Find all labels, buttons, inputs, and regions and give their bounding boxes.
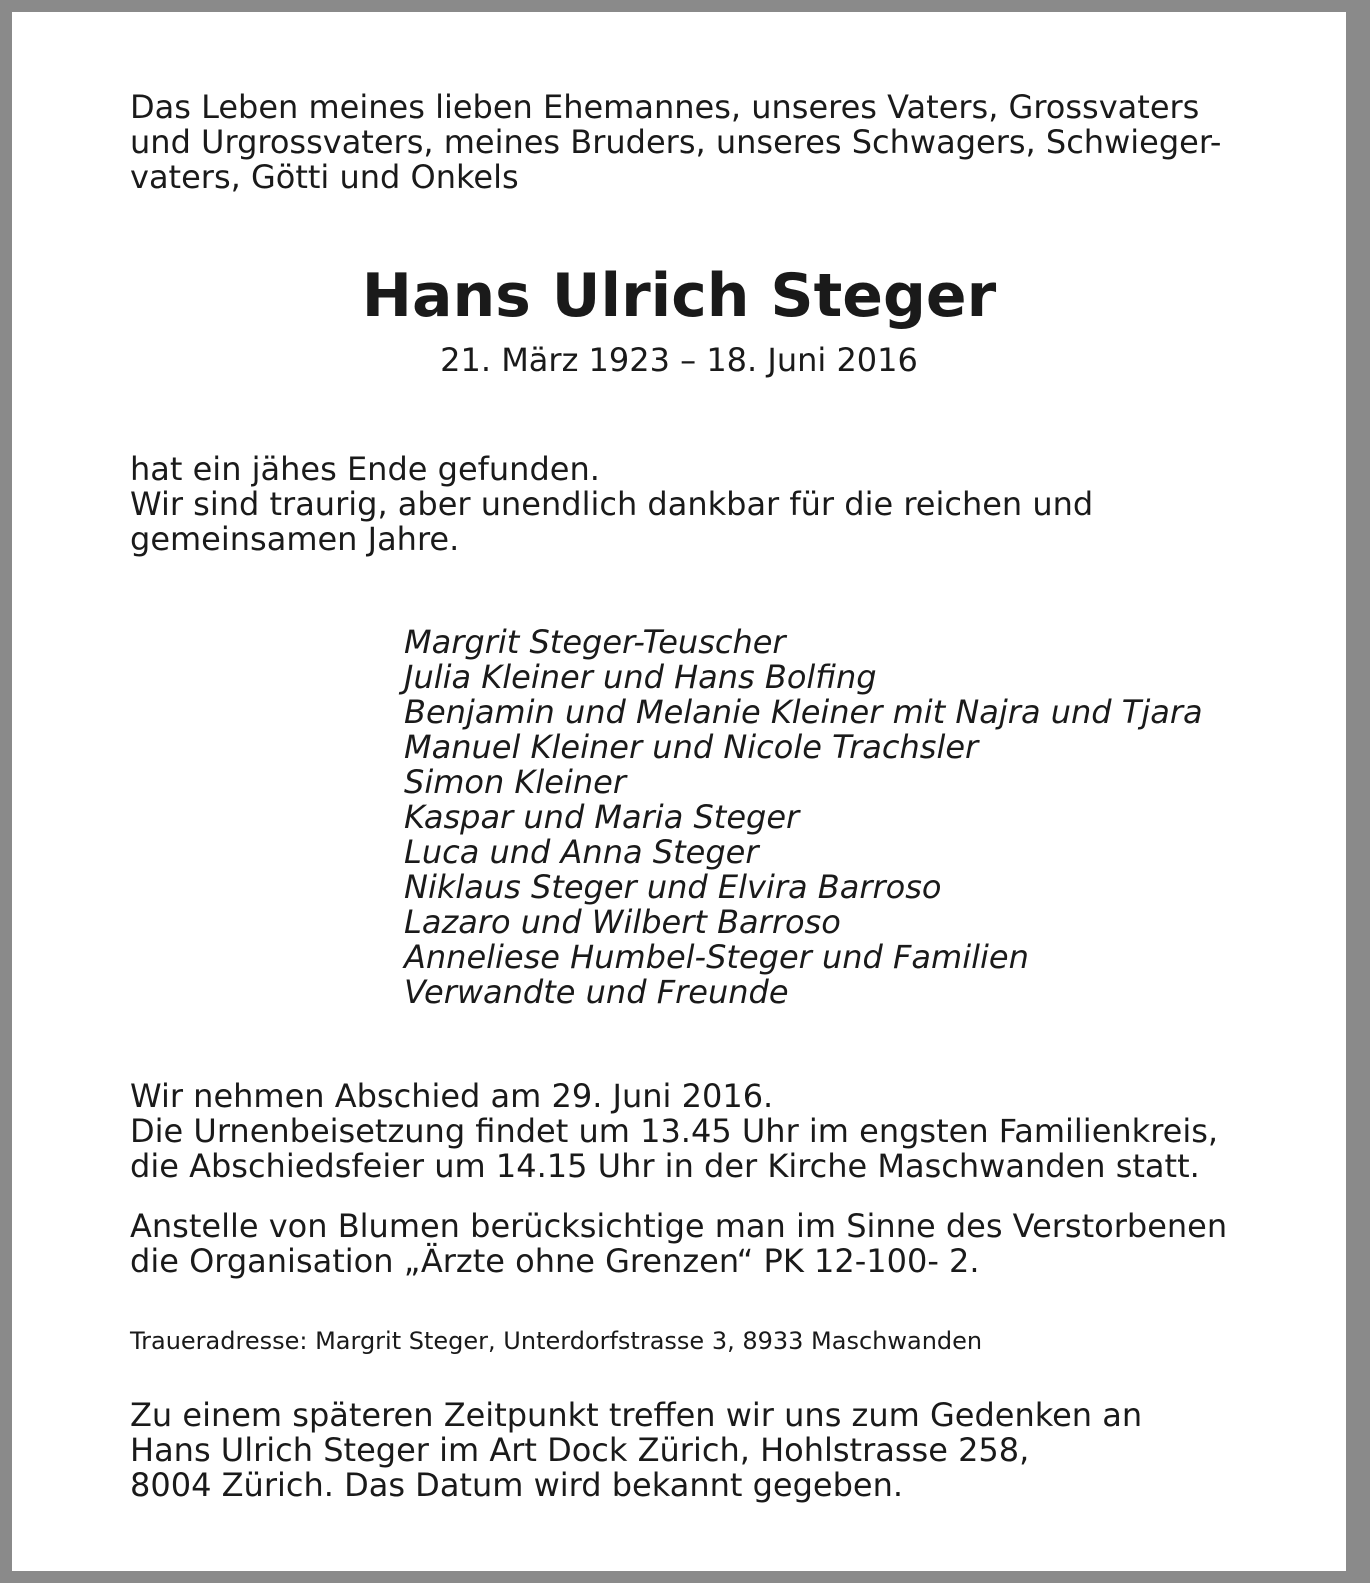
flowers-line: Anstelle von Blumen berücksichtige man im Sinne des Verstorbenen — [130, 1207, 1228, 1245]
mourner-entry: Margrit Steger-Teuscher — [404, 623, 786, 661]
intro-paragraph — [130, 90, 1240, 195]
life-dates: 21. März 1923 – 18. Juni 2016 — [440, 341, 918, 379]
flowers-line: die Organisation „Ärzte ohne Grenzen“ PK 12-100- 2. — [130, 1242, 980, 1280]
farewell-line: die Abschiedsfeier um 14.15 Uhr in der Kirche Maschwanden statt. — [130, 1147, 1200, 1185]
farewell-line: Die Urnenbeisetzung findet um 13.45 Uhr im engsten Familienkreis, — [130, 1112, 1219, 1150]
farewell-line: Wir nehmen Abschied am 29. Juni 2016. — [130, 1077, 774, 1115]
mourner-entry: Manuel Kleiner und Nicole Trachsler — [404, 728, 979, 766]
obituary-page — [12, 12, 1346, 1571]
intro-line: Das Leben meines lieben Ehemannes, unseres Vaters, Grossvaters — [130, 88, 1200, 126]
mourner-entry: Anneliese Humbel-Steger und Familien — [404, 938, 1029, 976]
sad-note-line: gemeinsamen Jahre. — [130, 520, 460, 558]
mourning-address: Traueradresse: Margrit Steger, Unterdorfstrasse 3, 8933 Maschwanden — [130, 1327, 983, 1355]
mourner-entry: Luca und Anna Steger — [404, 833, 759, 871]
deceased-name: Hans Ulrich Steger — [361, 261, 997, 331]
mourners-list — [404, 625, 1304, 1010]
mourner-entry: Benjamin und Melanie Kleiner mit Najra und Tjara — [404, 693, 1203, 731]
memorial-line: Zu einem späteren Zeitpunkt treffen wir uns zum Gedenken an — [130, 1396, 1143, 1434]
sad-note-paragraph — [130, 452, 1240, 557]
mourner-entry: Niklaus Steger und Elvira Barroso — [404, 868, 942, 906]
intro-line: vaters, Götti und Onkels — [130, 158, 519, 196]
mourner-entry: Kaspar und Maria Steger — [404, 798, 800, 836]
sad-note-line: hat ein jähes Ende gefunden. — [130, 450, 600, 488]
farewell-paragraph — [130, 1079, 1240, 1184]
mourner-entry: Simon Kleiner — [404, 763, 626, 801]
sad-note-line: Wir sind traurig, aber unendlich dankbar für die reichen und — [130, 485, 1094, 523]
mourner-entry: Lazaro und Wilbert Barroso — [404, 903, 841, 941]
memorial-line: Hans Ulrich Steger im Art Dock Zürich, Hohlstrasse 258, — [130, 1431, 1030, 1469]
intro-line: und Urgrossvaters, meines Bruders, unseres Schwagers, Schwieger- — [130, 123, 1222, 161]
memorial-line: 8004 Zürich. Das Datum wird bekannt gegeben. — [130, 1466, 904, 1504]
mourner-entry: Julia Kleiner und Hans Bolfing — [404, 658, 877, 696]
mourner-entry: Verwandte und Freunde — [404, 973, 789, 1011]
memorial-paragraph — [130, 1398, 1240, 1503]
flowers-paragraph — [130, 1209, 1240, 1279]
